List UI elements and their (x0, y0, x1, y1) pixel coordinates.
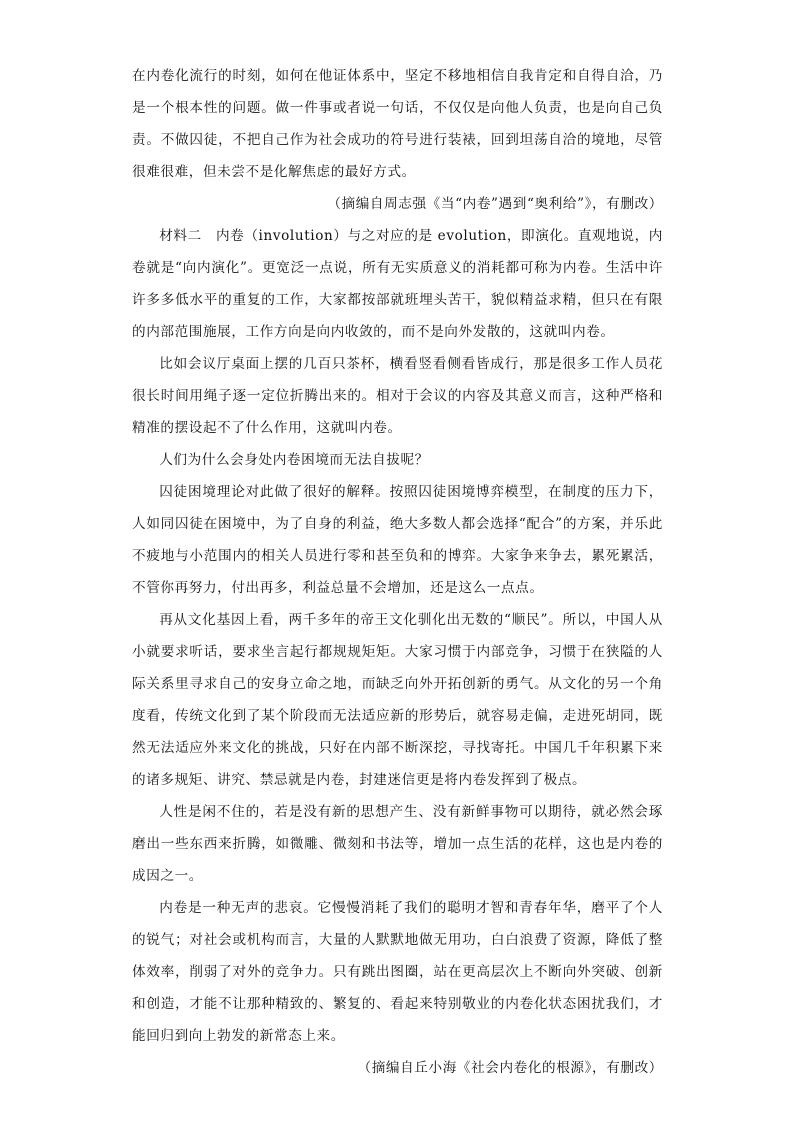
paragraph-culture: 再从文化基因上看，两千多年的帝王文化驯化出无数的“顺民”。所以，中国人从小就要求听话，要求坐言起行都规规矩矩。大家习惯于内部竞争，习惯于在狭隘的人际关系里寻求自己的安身立命之地，而缺乏向外开拓创新的勇气。从文化的另一个角度看，传统文化到了某个阶段而无法适应新的形势后，就容易走偏，走进死胡同，既然无法适应外来文化的挑战，只好在内部不断深挖，寻找寄托。中国几千年积累下来的诸多规矩、讲究、禁忌就是内卷，封建迷信更是将内卷发挥到了极点。 (132, 612, 663, 788)
paragraph-prisoners-dilemma: 囚徒困境理论对此做了很好的解释。按照囚徒困境博弈模型，在制度的压力下，人如同囚徒在困境中，为了自身的利益，绝大多数人都会选择“配合”的方案，并乐此不疲地与小范围内的相关人员进行零和甚至负和的博弈。大家争来争去，累死累活，不管你再努力，付出再多，利益总量不会增加，还是这么一点点。 (132, 484, 663, 596)
document-page (132, 60, 663, 1084)
source-citation-1: （摘编自周志强《当“内卷”遇到“奥利给”》，有删改） (327, 196, 663, 212)
paragraph-question: 人们为什么会身处内卷困境而无法自拔呢？ (159, 452, 429, 468)
paragraph-intro: 在内卷化流行的时刻，如何在他证体系中，坚定不移地相信自我肯定和自得自洽，乃是一个根本性的问题。做一件事或者说一句话，不仅仅是向他人负责，也是向自己负责。不做囚徒，不把自己作为社会成功的符号进行装裱，回到坦荡自洽的境地，尽管很难很难，但未尝不是化解焦虑的最好方式。 (132, 68, 663, 180)
source-citation-2: （摘编自丘小海《社会内卷化的根源》，有删改） (357, 1060, 663, 1076)
paragraph-human-nature: 人性是闲不住的，若是没有新的思想产生、没有新鲜事物可以期待，就必然会琢磨出一些东西来折腾，如微雕、微刻和书法等，增加一点生活的花样，这也是内卷的成因之一。 (132, 804, 663, 884)
paragraph-conclusion: 内卷是一种无声的悲哀。它慢慢消耗了我们的聪明才智和青春年华，磨平了个人的锐气；对社会或机构而言，大量的人默默地做无用功，白白浪费了资源，降低了整体效率，削弱了对外的竞争力。只有跳出图圈，站在更高层次上不断向外突破、创新和创造，才能不让那种精致的、繁复的、看起来特别敬业的内卷化状态困扰我们，才能回归到向上勃发的新常态上来。 (132, 900, 663, 1044)
paragraph-material-two: 材料二 内卷（involution）与之对应的是 evolution，即演化。直观地说，内卷就是“向内演化”。更宽泛一点说，所有无实质意义的消耗都可称为内卷。生活中许许多多低水平的重复的工作，大家都按部就班埋头苦干，貌似精益求精，但只在有限的内部范围施展，工作方向是向内收敛的，而不是向外发散的，这就叫内卷。 (132, 228, 663, 340)
paragraph-teacups: 比如会议厅桌面上摆的几百只茶杯，横看竖看侧看皆成行，那是很多工作人员花很长时间用绳子逐一定位折腾出来的。相对于会议的内容及其意义而言，这种严格和精准的摆设起不了什么作用，这就叫内卷。 (132, 356, 663, 436)
